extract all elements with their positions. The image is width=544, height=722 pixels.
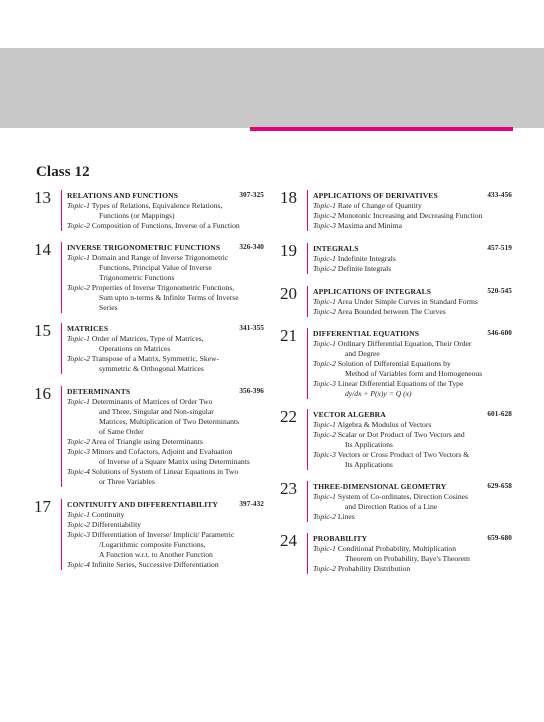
chapter-number: 22 xyxy=(280,407,297,426)
topic-continuation: and Three, Singular and Non-singular xyxy=(99,407,214,416)
chapter-13 xyxy=(34,190,264,231)
topic-line: Topic-1 Ordinary Differential Equation, Their Order xyxy=(313,339,472,348)
topic-line: Topic-1 Continuity xyxy=(67,510,125,519)
topic-continuation: and Degree xyxy=(345,349,380,358)
topic-line: Topic-2 Definite Integrals xyxy=(313,264,392,273)
chapter-heading xyxy=(67,190,264,201)
topic-label: Topic-2 xyxy=(313,211,336,220)
topic-continuation: Its Applications xyxy=(345,460,393,469)
topic-label: Topic-2 xyxy=(313,359,336,368)
chapter-pages: 397-432 xyxy=(239,500,264,508)
topic-line: Topic-1 Types of Relations, Equivalence Relations, xyxy=(67,201,223,210)
topic-label: Topic-2 xyxy=(313,430,336,439)
chapter-18 xyxy=(280,190,512,231)
chapter-number: 14 xyxy=(34,240,51,259)
chapter-title: DETERMINANTS xyxy=(67,387,131,396)
chapter-heading xyxy=(313,533,512,544)
chapter-24 xyxy=(280,533,512,574)
chapter-title: MATRICES xyxy=(67,324,109,333)
chapter-number: 16 xyxy=(34,384,51,403)
topic-line: Topic-2 Monotonic Increasing and Decreasing Function xyxy=(313,211,483,220)
topic-continuation: A Function w.r.t. to Another Function xyxy=(99,550,213,559)
chapter-pages: 520-545 xyxy=(487,287,512,295)
chapter-pages: 601-628 xyxy=(487,410,512,418)
topic-line: Topic-2 Differentiability xyxy=(67,520,142,529)
chapter-16 xyxy=(34,386,264,487)
chapter-title: VECTOR ALGEBRA xyxy=(313,410,386,419)
topic-continuation: Matrices, Multiplication of Two Determinants xyxy=(99,417,239,426)
chapter-number: 19 xyxy=(280,241,297,260)
topic-label: Topic-1 xyxy=(67,201,90,210)
chapter-20 xyxy=(280,286,512,317)
chapter-body xyxy=(307,190,512,231)
chapter-title: DIFFERENTIAL EQUATIONS xyxy=(313,329,420,338)
chapter-body xyxy=(61,499,264,570)
chapter-body xyxy=(307,481,512,522)
topic-line: Topic-2 Solution of Differential Equations by xyxy=(313,359,451,368)
topic-line: Topic-4 Infinite Series, Successive Differentiation xyxy=(67,560,219,569)
chapter-body xyxy=(61,190,264,231)
chapter-pages: 326-340 xyxy=(239,243,264,251)
chapter-19 xyxy=(280,243,512,274)
topic-label: Topic-1 xyxy=(67,397,90,406)
chapter-title: INVERSE TRIGONOMETRIC FUNCTIONS xyxy=(67,243,221,252)
chapter-body xyxy=(307,409,512,470)
topic-continuation: Functions (or Mappings) xyxy=(99,211,175,220)
topic-label: Topic-2 xyxy=(67,520,90,529)
topic-label: Topic-3 xyxy=(313,450,336,459)
topic-line: Topic-2 Area Bounded between The Curves xyxy=(313,307,446,316)
chapter-body xyxy=(61,386,264,487)
topic-label: Topic-1 xyxy=(313,492,336,501)
chapter-22 xyxy=(280,409,512,470)
topic-label: Topic-1 xyxy=(313,420,336,429)
topic-continuation: Theorem on Probability, Baye's Theorem xyxy=(345,554,470,563)
topic-line: Topic-2 Lines xyxy=(313,512,355,521)
chapter-title: PROBABILITY xyxy=(313,534,368,543)
topic-label: Topic-1 xyxy=(67,253,90,262)
topic-label: Topic-3 xyxy=(313,379,336,388)
chapter-pages: 659-680 xyxy=(487,534,512,542)
chapter-number: 24 xyxy=(280,531,297,550)
topic-line: Topic-3 Maxima and Minima xyxy=(313,221,402,230)
topic-continuation: Functions, Principal Value of Inverse xyxy=(99,263,212,272)
topic-line: Topic-1 Rate of Change of Quantity xyxy=(313,201,422,210)
chapter-heading xyxy=(67,323,264,334)
topic-line: Topic-2 Transpose of a Matrix, Symmetric, Skew- xyxy=(67,354,220,363)
chapter-21 xyxy=(280,328,512,399)
chapter-pages: 629-658 xyxy=(487,482,512,490)
chapter-number: 13 xyxy=(34,188,51,207)
topic-line: Topic-1 Conditional Probability, Multiplication xyxy=(313,544,457,553)
topic-label: Topic-1 xyxy=(67,334,90,343)
chapter-pages: 546-600 xyxy=(487,329,512,337)
chapter-title: APPLICATIONS OF DERIVATIVES xyxy=(313,191,438,200)
chapter-heading xyxy=(67,242,264,253)
topic-label: Topic-1 xyxy=(313,339,336,348)
accent-bar xyxy=(250,127,513,131)
chapter-pages: 307-325 xyxy=(239,191,264,199)
chapter-heading xyxy=(313,409,512,420)
chapter-pages: 356-396 xyxy=(239,387,264,395)
topic-continuation: /Logarithmic composite Functions, xyxy=(99,540,206,549)
topic-label: Topic-2 xyxy=(67,354,90,363)
chapter-number: 15 xyxy=(34,321,51,340)
topic-continuation: symmetric & Orthogonal Matrices xyxy=(99,364,204,373)
topic-line: Topic-2 Probability Distribution xyxy=(313,564,411,573)
chapter-title: THREE-DIMENSIONAL GEOMETRY xyxy=(313,482,447,491)
chapter-heading xyxy=(313,286,512,297)
chapter-title: APPLICATIONS OF INTEGRALS xyxy=(313,287,432,296)
chapter-body xyxy=(61,323,264,374)
topic-line: Topic-1 Determinants of Matrices of Order Two xyxy=(67,397,213,406)
topic-label: Topic-4 xyxy=(67,560,90,569)
topic-label: Topic-1 xyxy=(67,510,90,519)
chapter-heading xyxy=(313,190,512,201)
topic-continuation: Series xyxy=(99,303,118,312)
topic-continuation: or Three Variables xyxy=(99,477,155,486)
topic-label: Topic-2 xyxy=(67,437,90,446)
chapter-15 xyxy=(34,323,264,374)
chapter-pages: 433-456 xyxy=(487,191,512,199)
chapter-body xyxy=(307,328,512,399)
topic-line: Topic-3 Vectors or Cross Product of Two Vectors & xyxy=(313,450,470,459)
topic-continuation: Method of Variables form and Homogeneous xyxy=(345,369,483,378)
topic-label: Topic-1 xyxy=(313,201,336,210)
chapter-23 xyxy=(280,481,512,522)
topic-label: Topic-3 xyxy=(67,530,90,539)
chapter-heading xyxy=(313,481,512,492)
topic-label: Topic-2 xyxy=(313,512,336,521)
header-band xyxy=(0,48,544,128)
topic-line: Topic-2 Composition of Functions, Inverse of a Function xyxy=(67,221,240,230)
topic-line: Topic-1 Domain and Range of Inverse Trigonometric xyxy=(67,253,229,262)
topic-label: Topic-4 xyxy=(67,467,90,476)
topic-line: Topic-4 Solutions of System of Linear Equations in Two xyxy=(67,467,239,476)
topic-line: Topic-3 Linear Differential Equations of the Type xyxy=(313,379,464,388)
topic-line: Topic-3 Differentiation of Inverse/ Implicit/ Parametric xyxy=(67,530,235,539)
topic-label: Topic-1 xyxy=(313,544,336,553)
chapter-pages: 341-355 xyxy=(239,324,264,332)
topic-continuation: Its Applications xyxy=(345,440,393,449)
topic-line: Topic-2 Properties of Inverse Trigonometric Functions, xyxy=(67,283,235,292)
topic-label: Topic-1 xyxy=(313,254,336,263)
chapter-number: 21 xyxy=(280,326,297,345)
chapter-17 xyxy=(34,499,264,570)
topic-continuation: and Direction Ratios of a Line xyxy=(345,502,438,511)
chapter-number: 20 xyxy=(280,284,297,303)
chapter-number: 23 xyxy=(280,479,297,498)
topic-continuation: Sum upto n-terms & Infinite Terms of Inverse xyxy=(99,293,239,302)
topic-line: Topic-1 Indefinite Integrals xyxy=(313,254,396,263)
topic-continuation: dy/dx + P(x)y = Q (x) xyxy=(345,389,412,398)
topic-line: Topic-3 Minors and Cofactors, Adjoint and Evaluation xyxy=(67,447,233,456)
topic-label: Topic-3 xyxy=(313,221,336,230)
topic-continuation: of Inverse of a Square Matrix using Determinants xyxy=(99,457,250,466)
right-column xyxy=(280,190,512,574)
chapter-title: RELATIONS AND FUNCTIONS xyxy=(67,191,179,200)
topic-continuation: Trigonometric Functions xyxy=(99,273,175,282)
topic-label: Topic-3 xyxy=(67,447,90,456)
chapter-14 xyxy=(34,242,264,313)
topic-label: Topic-1 xyxy=(313,297,336,306)
topic-continuation: Operations on Matrices xyxy=(99,344,171,353)
topic-label: Topic-2 xyxy=(313,264,336,273)
topic-label: Topic-2 xyxy=(313,307,336,316)
chapter-heading xyxy=(313,328,512,339)
topic-label: Topic-2 xyxy=(67,221,90,230)
topic-label: Topic-2 xyxy=(67,283,90,292)
topic-continuation: of Same Order xyxy=(99,427,144,436)
chapter-number: 18 xyxy=(280,188,297,207)
chapter-number: 17 xyxy=(34,497,51,516)
chapter-body xyxy=(307,243,512,274)
chapter-title: CONTINUITY AND DIFFERENTIABILITY xyxy=(67,500,219,509)
chapter-heading xyxy=(67,499,264,510)
topic-line: Topic-2 Area of Triangle using Determinants xyxy=(67,437,203,446)
topic-line: Topic-1 Area Under Simple Curves in Standard Forms xyxy=(313,297,478,306)
chapter-body xyxy=(307,286,512,317)
chapter-title: INTEGRALS xyxy=(313,244,359,253)
chapter-heading xyxy=(67,386,264,397)
topic-line: Topic-2 Scalar or Dot Product of Two Vectors and xyxy=(313,430,465,439)
topic-line: Topic-1 Algebra & Modulus of Vectors xyxy=(313,420,432,429)
chapter-pages: 457-519 xyxy=(487,244,512,252)
chapter-heading xyxy=(313,243,512,254)
chapter-body xyxy=(61,242,264,313)
topic-line: Topic-1 Order of Matrices, Type of Matrices, xyxy=(67,334,204,343)
topic-line: Topic-1 System of Co-ordinates, Direction Cosines xyxy=(313,492,468,501)
chapter-body xyxy=(307,533,512,574)
page-title: Class 12 xyxy=(36,164,90,180)
left-column xyxy=(34,190,264,570)
topic-label: Topic-2 xyxy=(313,564,336,573)
